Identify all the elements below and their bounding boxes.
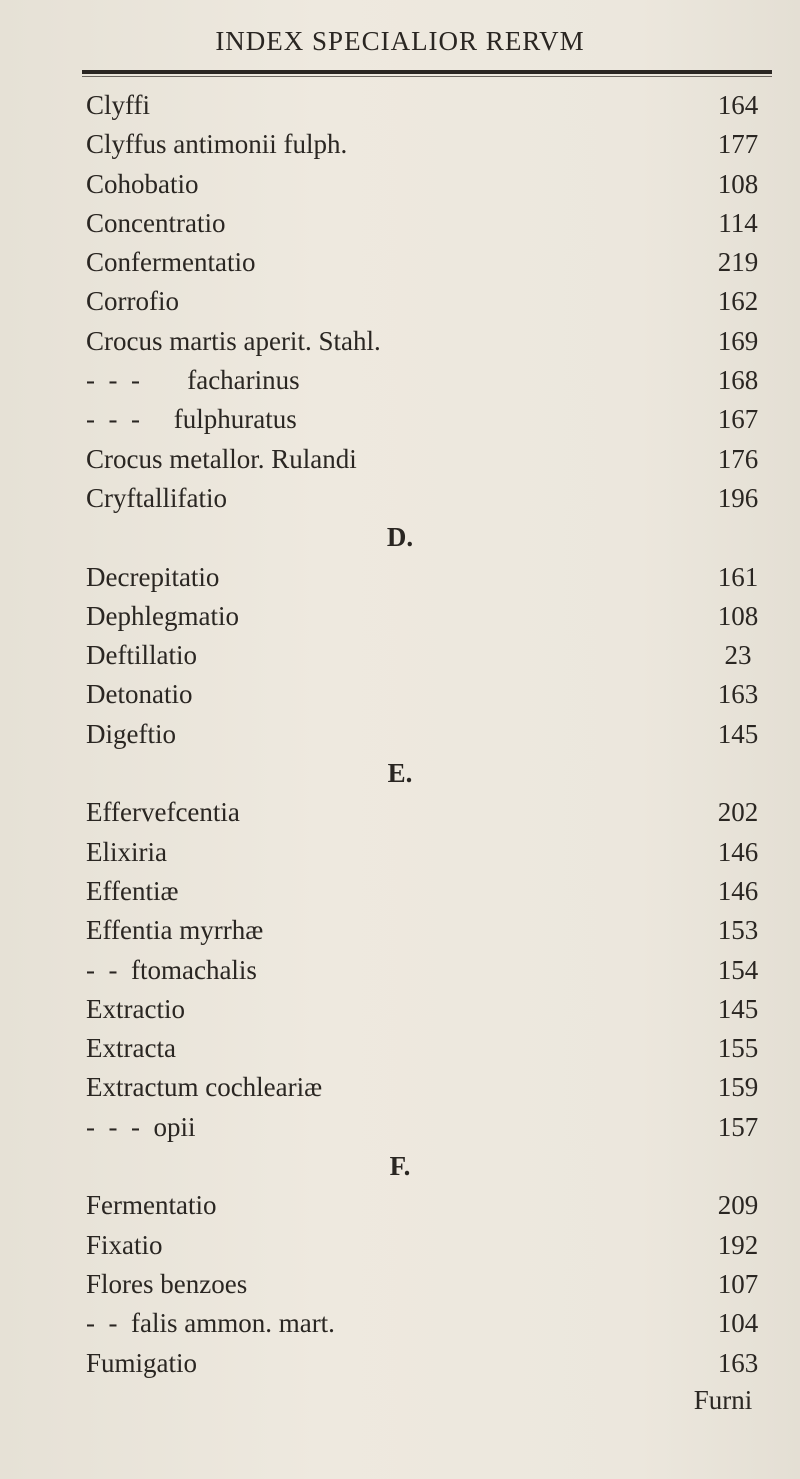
entry-term: Deftillatio (86, 640, 197, 671)
entry-term: Fumigatio (86, 1347, 198, 1378)
entry-page-number: 209 (717, 1190, 759, 1221)
entry-page-number: 161 (717, 561, 759, 592)
index-entry (0, 1186, 800, 1225)
entry-page-number: 157 (717, 1111, 759, 1142)
index-entry (0, 165, 800, 204)
entry-term: Effentia myrrhæ (86, 915, 264, 946)
entry-term: Decrepitatio (86, 561, 220, 592)
entry-term: Confermentatio (86, 247, 256, 278)
entry-page-number: 163 (717, 679, 759, 710)
entry-page-number: 145 (717, 718, 759, 749)
entry-page-number: 196 (717, 482, 759, 513)
entry-term: Detonatio (86, 679, 193, 710)
index-entry (0, 715, 800, 754)
index-entry (0, 86, 800, 125)
section-heading (0, 754, 800, 793)
entry-term: Flores benzoes (86, 1268, 248, 1299)
index-entry (0, 793, 800, 832)
index-entry (0, 872, 800, 911)
index-entry (0, 1226, 800, 1265)
index-entry (0, 479, 800, 518)
index-entry (0, 911, 800, 950)
index-entry (0, 400, 800, 439)
index-entry (0, 282, 800, 321)
index-entries (0, 86, 800, 1383)
index-entry (0, 951, 800, 990)
entry-page-number: 155 (717, 1033, 759, 1064)
entry-term: Effentiæ (86, 875, 179, 906)
entry-term: - - ftomachalis (86, 954, 257, 985)
entry-term: Crocus martis aperit. Stahl. (86, 325, 381, 356)
entry-term: Clyffi (86, 90, 151, 120)
index-entry (0, 1265, 800, 1304)
section-letter: F. (389, 1151, 411, 1182)
entry-term: Dephlegmatio (86, 600, 239, 631)
index-entry (0, 1344, 800, 1383)
index-entry (0, 636, 800, 675)
index-entry (0, 440, 800, 479)
header-rule-thin (82, 76, 772, 77)
entry-page-number: 169 (717, 325, 759, 356)
index-entry (0, 597, 800, 636)
entry-page-number: 167 (717, 404, 759, 435)
index-entry (0, 1304, 800, 1343)
entry-page-number: 146 (717, 875, 759, 906)
index-entry (0, 675, 800, 714)
entry-page-number: 168 (717, 365, 759, 396)
entry-term: Elixiria (86, 836, 167, 867)
entry-page-number: 159 (717, 1072, 759, 1103)
index-entry (0, 243, 800, 282)
entry-page-number: 176 (717, 443, 759, 474)
catchword: Furni (693, 1385, 753, 1415)
entry-term: Corrofio (86, 286, 179, 317)
index-entry (0, 204, 800, 243)
index-entry (0, 1108, 800, 1147)
section-heading (0, 1147, 800, 1186)
section-heading (0, 518, 800, 557)
entry-page-number: 202 (717, 797, 759, 828)
entry-term: Cryftallifatio (86, 482, 227, 513)
entry-term: Effervefcentia (86, 797, 240, 828)
entry-term: Crocus metallor. Rulandi (86, 443, 357, 474)
entry-term: Cohobatio (86, 168, 199, 199)
entry-term: Digeftio (86, 718, 176, 749)
entry-page-number: 164 (717, 90, 759, 120)
entry-term: - - - opii (86, 1111, 196, 1142)
entry-term: Clyffus antimonii fulph. (86, 129, 348, 160)
entry-term: Extracta (86, 1033, 176, 1064)
entry-page-number: 108 (717, 168, 759, 199)
section-letter: E. (387, 758, 413, 789)
index-entry (0, 125, 800, 164)
entry-page-number: 162 (717, 286, 759, 317)
index-entry (0, 322, 800, 361)
entry-page-number: 154 (717, 954, 759, 985)
entry-page-number: 163 (717, 1347, 759, 1378)
entry-page-number: 219 (717, 247, 759, 278)
index-entry (0, 1029, 800, 1068)
entry-page-number: 192 (717, 1229, 759, 1260)
entry-page-number: 177 (717, 129, 759, 160)
entry-page-number: 104 (717, 1308, 759, 1339)
entry-page-number: 153 (717, 915, 759, 946)
index-entry (0, 833, 800, 872)
entry-page-number: 146 (717, 836, 759, 867)
entry-term: - - - fulphuratus (86, 404, 297, 435)
section-letter: D. (386, 522, 414, 553)
entry-term: Fermentatio (86, 1190, 217, 1221)
entry-term: - - - facharinus (86, 365, 300, 396)
entry-page-number: 108 (717, 600, 759, 631)
page-header: INDEX SPECIALIOR RERVM (215, 26, 585, 56)
index-entry (0, 361, 800, 400)
index-entry (0, 1068, 800, 1107)
header-rule (82, 70, 772, 74)
entry-term: Fixatio (86, 1229, 163, 1260)
index-entry (0, 558, 800, 597)
entry-page-number: 107 (717, 1268, 759, 1299)
entry-term: Extractum cochleariæ (86, 1072, 323, 1103)
entry-term: Concentratio (86, 207, 226, 238)
entry-page-number: 145 (717, 993, 759, 1024)
index-entry (0, 990, 800, 1029)
entry-term: - - falis ammon. mart. (86, 1308, 335, 1339)
entry-term: Extractio (86, 993, 185, 1024)
entry-page-number: 114 (718, 207, 758, 238)
entry-page-number: 23 (724, 640, 752, 671)
